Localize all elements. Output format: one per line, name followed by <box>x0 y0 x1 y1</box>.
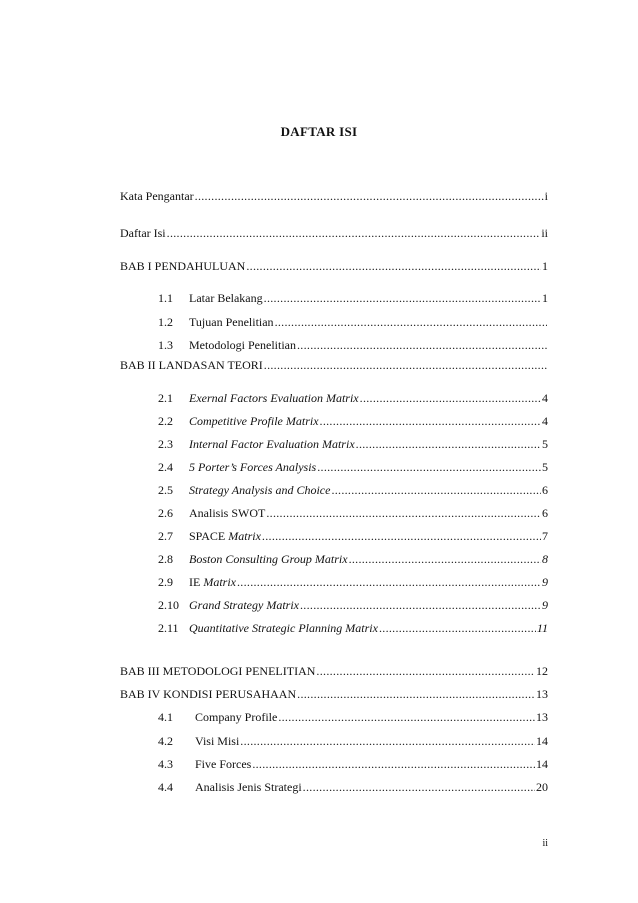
toc-label: Strategy Analysis and Choice <box>189 483 331 497</box>
dot-leader <box>240 733 535 749</box>
dot-leader <box>264 290 541 306</box>
toc-label: Grand Strategy Matrix <box>189 598 299 612</box>
toc-label: BAB II LANDASAN TEORI <box>120 358 263 372</box>
toc-entry-4-1[interactable] <box>158 709 548 725</box>
toc-entry-4-3[interactable] <box>158 756 548 772</box>
toc-number: 2.8 <box>158 552 173 566</box>
toc-label: Competitive Profile Matrix <box>189 414 319 428</box>
dot-leader <box>316 663 535 679</box>
toc-entry-2-6[interactable] <box>158 505 548 521</box>
toc-entry-1-3[interactable] <box>158 337 548 353</box>
toc-entry-2-9[interactable] <box>158 574 548 590</box>
toc-label: Quantitative Strategic Planning Matrix <box>189 621 378 635</box>
toc-page: 9 <box>542 575 548 589</box>
toc-label-prefix: IE <box>189 575 204 589</box>
toc-number: 4.2 <box>158 734 173 748</box>
toc-number: 2.6 <box>158 506 173 520</box>
toc-label: BAB IV KONDISI PERUSAHAAN <box>120 687 297 701</box>
toc-page: 5 <box>542 460 548 474</box>
dot-leader <box>360 390 541 406</box>
toc-page: 13 <box>536 710 548 724</box>
toc-number: 2.11 <box>158 621 179 635</box>
toc-page: 14 <box>536 734 548 748</box>
toc-number: 2.9 <box>158 575 173 589</box>
toc-label: BAB I PENDAHULUAN <box>120 259 246 273</box>
toc-page: i <box>544 189 548 203</box>
toc-page: 12 <box>536 664 548 678</box>
toc-entry-2-10[interactable] <box>158 597 548 613</box>
toc-number: 1.3 <box>158 338 173 352</box>
toc-entry-bab-1[interactable] <box>120 258 548 274</box>
toc-number: 2.3 <box>158 437 173 451</box>
toc-label: Metodologi Penelitian <box>189 338 296 352</box>
toc-number: 2.1 <box>158 391 173 405</box>
dot-leader <box>167 225 541 241</box>
toc-page: 4 <box>542 391 548 405</box>
toc-label: Kata Pengantar <box>120 189 194 203</box>
toc-page: 14 <box>536 757 548 771</box>
toc-label-prefix: SPACE <box>189 529 229 543</box>
toc-number: 1.1 <box>158 291 173 305</box>
toc-entry-2-7[interactable] <box>158 528 548 544</box>
page-title: DAFTAR ISI <box>280 124 358 139</box>
dot-leader <box>356 436 541 452</box>
toc-number: 4.4 <box>158 780 173 794</box>
toc-label: Latar Belakang <box>189 291 263 305</box>
toc-page: 9 <box>542 598 548 612</box>
toc-entry-2-2[interactable] <box>158 413 548 429</box>
dot-leader <box>331 482 541 498</box>
dot-leader <box>266 505 541 521</box>
toc-page: 7 <box>542 529 548 543</box>
toc-page: 6 <box>542 506 548 520</box>
dot-leader <box>297 337 547 353</box>
dot-leader <box>278 709 535 725</box>
dot-leader <box>195 188 544 204</box>
toc-entry-bab-3[interactable] <box>120 663 548 679</box>
toc-label: Tujuan Penelitian <box>189 315 274 329</box>
dot-leader <box>252 756 535 772</box>
toc-entry-2-1[interactable] <box>158 390 548 406</box>
toc-entry-2-11[interactable] <box>158 620 548 636</box>
toc-label: Internal Factor Evaluation Matrix <box>189 437 355 451</box>
toc-label: 5 Porter’s Forces Analysis <box>189 460 317 474</box>
toc-number: 2.4 <box>158 460 173 474</box>
dot-leader <box>317 459 541 475</box>
dot-leader <box>246 258 541 274</box>
dot-leader <box>264 357 547 373</box>
toc-entry-4-2[interactable] <box>158 733 548 749</box>
toc-entry-1-1[interactable] <box>158 290 548 306</box>
toc-number: 4.1 <box>158 710 173 724</box>
toc-number: 2.10 <box>158 598 179 612</box>
toc-label: Matrix <box>228 529 261 543</box>
dot-leader <box>379 620 536 636</box>
toc-number: 2.7 <box>158 529 173 543</box>
toc-entry-2-8[interactable] <box>158 551 548 567</box>
toc-entry-2-4[interactable] <box>158 459 548 475</box>
dot-leader <box>262 528 541 544</box>
toc-page: 13 <box>536 687 548 701</box>
toc-page: ii <box>541 226 548 240</box>
toc-entry-2-3[interactable] <box>158 436 548 452</box>
toc-label: Analisis Jenis Strategi <box>195 780 302 794</box>
toc-label: BAB III METODOLOGI PENELITIAN <box>120 664 316 678</box>
toc-number: 2.5 <box>158 483 173 497</box>
toc-page: 4 <box>542 414 548 428</box>
toc-entry-bab-2[interactable] <box>120 357 548 373</box>
dot-leader <box>275 314 547 330</box>
toc-label: Matrix <box>203 575 236 589</box>
toc-entry-kata-pengantar[interactable] <box>120 188 548 204</box>
dot-leader <box>349 551 541 567</box>
toc-entry-1-2[interactable] <box>158 314 548 330</box>
toc-entry-2-5[interactable] <box>158 482 548 498</box>
dot-leader <box>300 597 541 613</box>
toc-label: Five Forces <box>195 757 252 771</box>
toc-page: 11 <box>536 621 548 635</box>
toc-label: Analisis SWOT <box>189 506 266 520</box>
toc-page: 1 <box>542 291 548 305</box>
toc-entry-4-4[interactable] <box>158 779 548 795</box>
toc-number: 4.3 <box>158 757 173 771</box>
toc-page: 20 <box>536 780 548 794</box>
dot-leader <box>297 686 535 702</box>
dot-leader <box>320 413 541 429</box>
toc-number: 1.2 <box>158 315 173 329</box>
page-number: ii <box>542 838 548 849</box>
toc-label: Company Profile <box>195 710 278 724</box>
toc-label: Boston Consulting Group Matrix <box>189 552 348 566</box>
toc-page: 5 <box>542 437 548 451</box>
dot-leader <box>237 574 541 590</box>
toc-label: Exernal Factors Evaluation Matrix <box>189 391 359 405</box>
dot-leader <box>303 779 535 795</box>
toc-entry-bab-4[interactable] <box>120 686 548 702</box>
toc-label: Visi Misi <box>195 734 240 748</box>
toc-page: 6 <box>542 483 548 497</box>
toc-page: 8 <box>542 552 548 566</box>
toc-page: 1 <box>542 259 548 273</box>
toc-number: 2.2 <box>158 414 173 428</box>
toc-entry-daftar-isi[interactable] <box>120 225 548 241</box>
toc-label: Daftar Isi <box>120 226 166 240</box>
